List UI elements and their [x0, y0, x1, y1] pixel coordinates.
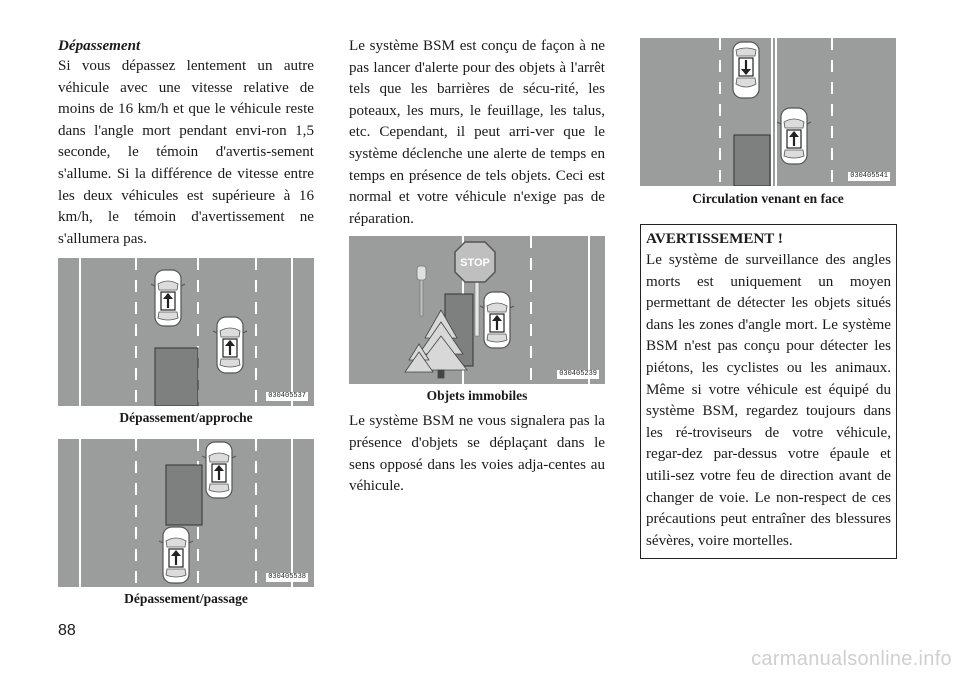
figure-code: 030405541 — [850, 172, 888, 180]
car-icon — [151, 270, 185, 326]
column-2 — [349, 36, 605, 498]
figure-stationary-objects — [349, 236, 605, 384]
figure-code: 030405537 — [268, 392, 306, 401]
warning-title: AVERTISSEMENT ! — [646, 231, 783, 247]
blind-spot-zone — [155, 348, 198, 406]
overtaking-approach-diagram — [58, 258, 314, 406]
watermark: carmanualsonline.info — [751, 648, 952, 670]
stationary-objects-diagram — [349, 236, 605, 384]
opposite-direction-paragraph: Le système BSM ne vous signalera pas la présence d'objets se déplaçant dans le sens opposé dans les voies adja-centes au véhicule. — [349, 413, 605, 495]
section-heading: Dépassement — [58, 38, 141, 54]
car-icon — [480, 292, 514, 348]
overtaking-passing-diagram — [58, 439, 314, 587]
figure-code: 030405239 — [559, 370, 597, 379]
figure-caption: Dépassement/passage — [124, 591, 248, 607]
car-icon — [202, 442, 236, 498]
car-icon — [733, 42, 759, 98]
column-3 — [640, 36, 896, 559]
overtaking-paragraph: Si vous dépassez lentement un autre véhicule avec une vitesse relative de moins de 16 km/h et que le véhicule reste dans l'angle mort pendant envi-ron 1,5 seconde, le témoin d'avertis-sement s'allume. Si la différence de vitesse entre les deux véhicules est supérieure à 16 km/h, le témoin d'avertissement ne s'allumera pas. — [58, 58, 314, 247]
blind-spot-zone — [166, 465, 202, 525]
column-1 — [58, 36, 314, 608]
figure-caption: Circulation venant en face — [692, 191, 844, 206]
figure-overtaking-passing — [58, 439, 314, 587]
stationary-objects-paragraph: Le système BSM est conçu de façon à ne pas lancer d'alerte pour des objets à l'arrêt tels que les barrières de sécu-rité, les poteaux, les murs, le feuillage, les talus, etc. Cependant, il peut arri-ver que le système déclenche une alerte de temps en temps en présence de tels objets. Ceci est normal et votre véhicule n'exige pas de réparation. — [349, 38, 605, 227]
car-icon — [777, 108, 811, 164]
warning-text: Le système de surveillance des angles morts est uniquement un moyen permettant de détecter les objets situés dans les zones d'angle mort. Le système BSM n'est pas conçu pour détecter les piétons, les cyclistes ou les animaux. Même si votre véhicule est équipé du système BSM, regardez toujours dans les ré-troviseurs de votre véhicule, regar-dez par-dessus votre épaule et utili-sez votre feu de direction avant de changer de voie. Le non-respect de ces précautions peut entraîner des blessures sévères, voire mortelles. — [646, 252, 891, 549]
figure-code: 030405538 — [268, 573, 306, 582]
car-icon — [159, 527, 193, 583]
figure-oncoming-traffic — [640, 38, 896, 186]
figure-caption: Dépassement/approche — [119, 410, 253, 426]
page-number: 88 — [58, 622, 76, 639]
oncoming-traffic-diagram — [640, 38, 896, 186]
figure-overtaking-approach — [58, 258, 314, 406]
blind-spot-zone — [734, 135, 770, 186]
stop-sign-text: STOP — [460, 257, 490, 270]
figure-caption: Objets immobiles — [426, 388, 528, 404]
warning-box — [640, 224, 897, 559]
car-icon — [213, 317, 247, 373]
